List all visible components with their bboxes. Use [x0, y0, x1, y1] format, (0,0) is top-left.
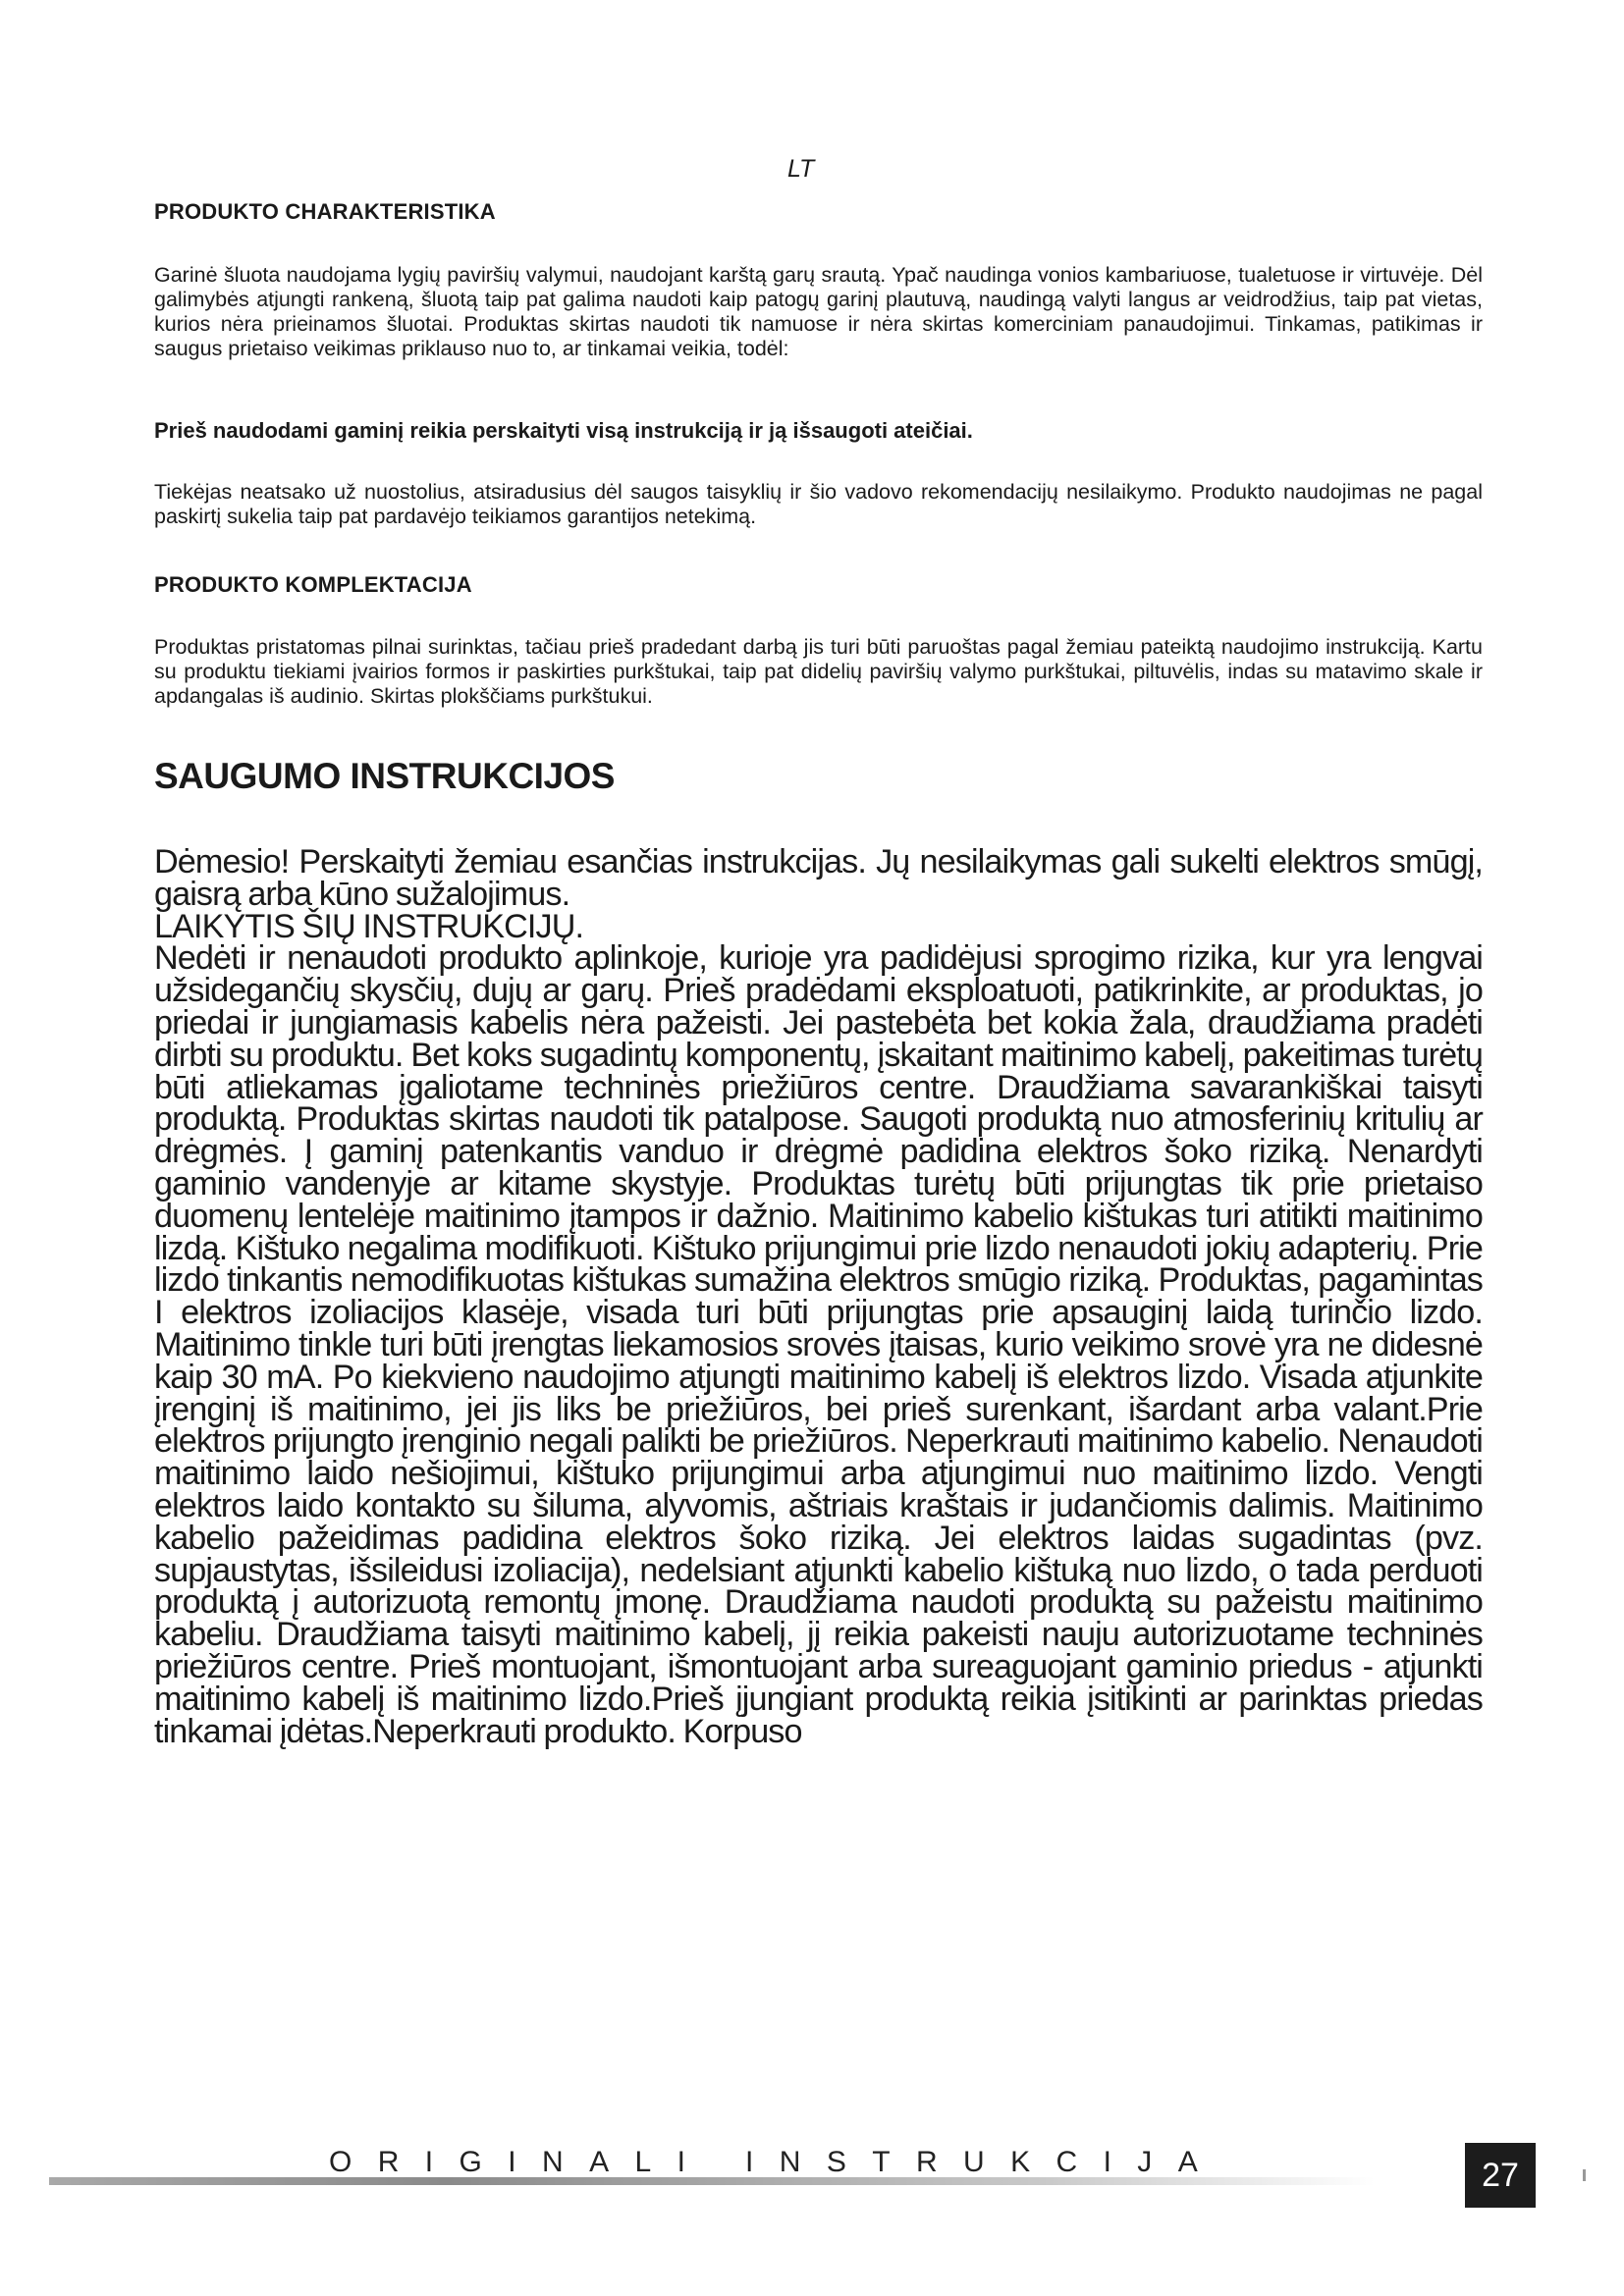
- paragraph-product-contents: Produktas pristatomas pilnai surinktas, tačiau prieš pradedant darbą jis turi būti paruoštas pagal žemiau pateiktą naudojimo instrukciją. Kartu su produktu tiekiami įvairios formos ir paskirties purkštukai, taip pat didelių paviršių valymo purkštukai, piltuvėlis, indas su matavimo skale ir apdangalas iš audinio. Skirtas plokščiams purkštukui.: [154, 635, 1483, 708]
- safety-warning: Dėmesio! Perskaityti žemiau esančias instrukcijas. Jų nesilaikymas gali sukelti elektros smūgį, gaisrą arba kūno sužalojimus.: [154, 843, 1483, 913]
- safety-body: Nedėti ir nenaudoti produkto aplinkoje, kurioje yra padidėjusi sprogimo rizika, kur yra lengvai užsidegančių skysčių, dujų ar garų. Prieš pradėdami eksploatuoti, patikrinkite, ar produktas, jo priedai ir jungiamasis kabelis nėra pažeisti. Jei pastebėta bet kokia žala, draudžiama pradėti dirbti su produktu. Bet koks sugadintų komponentų, įskaitant maitinimo kabelį, pakeitimas turėtų būti atliekamas įgaliotame techninės priežiūros centre. Draudžiama savarankiškai taisyti produktą. Produktas skirtas naudoti tik patalpose. Saugoti produktą nuo atmosferinių kritulių ar drėgmės. Į gaminį patenkantis vanduo ir drėgmė padidina elektros šoko riziką. Nenardyti gaminio vandenyje ar kitame skystyje. Produktas turėtų būti prijungtas tik prie prietaiso duomenų lentelėje maitinimo įtampos ir dažnio. Maitinimo kabelio kištukas turi atitikti maitinimo lizdą. Kištuko negalima modifikuoti. Kištuko prijungimui prie lizdo nenaudoti jokių adapterių. Prie lizdo tinkantis nemodifikuotas kištukas sumažina elektros smūgio riziką. Produktas, pagamintas I elektros izoliacijos klasėje, visada turi būti prijungtas prie apsauginį laidą turinčio lizdo. Maitinimo tinkle turi būti įrengtas liekamosios srovės įtaisas, kurio veikimo srovė yra ne didesnė kaip 30 mA. Po kiekvieno naudojimo atjungti maitinimo kabelį iš elektros lizdo. Visada atjunkite įrenginį iš maitinimo, jei jis liks be priežiūros, bei prieš surenkant, išardant arba valant.Prie elektros prijungto įrenginio negali palikti be priežiūros. Neperkrauti maitinimo kabelio. Nenaudoti maitinimo laido nešiojimui, kištuko prijungimui arba atjungimui nuo maitinimo lizdo. Vengti elektros laido kontakto su šiluma, alyvomis, aštriais kraštais ir judančiomis dalimis. Maitinimo kabelio pažeidimas padidina elektros šoko riziką. Jei elektros laidas sugadintas (pvz. supjaustytas, išsileidusi izoliacija), nedelsiant atjunkti kabelio kištuką nuo lizdo, o tada perduoti produktą į autorizuotą remontų įmonę. Draudžiama naudoti produktą su pažeistu maitinimo kabeliu. Draudžiama taisyti maitinimo kabelį, jį reikia pakeisti nauju autorizuotame techninės priežiūros centre. Prieš montuojant, išmontuojant arba sureaguojant gaminio priedus - atjunkti maitinimo kabelį iš maitinimo lizdo.Prieš įjungiant produktą reikia įsitikinti ar parinktas priedas tinkamai įdėtas.Neperkrauti produkto. Korpuso: [154, 939, 1483, 1750]
- heading-product-characteristics: PRODUKTO CHARAKTERISTIKA: [154, 199, 496, 224]
- page-edge-mark: [1583, 2169, 1586, 2181]
- page-number: 27: [1465, 2143, 1536, 2208]
- language-code: LT: [787, 155, 815, 183]
- paragraph-product-description: Garinė šluota naudojama lygių paviršių valymui, naudojant karštą garų srautą. Ypač naudinga vonios kambariuose, tualetuose ir virtuvėje. Dėl galimybės atjungti rankeną, šluotą taip pat galima naudoti kaip patogų garinį plautuvą, naudingą valyti langus ar veidrodžius, taip pat vietas, kurios nėra prieinamos šluotai. Produktas skirtas naudoti tik namuose ir nėra skirtas komerciniam panaudojimui. Tinkamas, patikimas ir saugus prietaiso veikimas priklauso nuo to, ar tinkamai veikia, todėl:: [154, 263, 1483, 360]
- safety-text-block: [154, 843, 1483, 1750]
- notice-read-instructions: Prieš naudodami gaminį reikia perskaityti visą instrukciją ir ją išsaugoti ateičiai.: [154, 418, 973, 443]
- heading-product-contents: PRODUKTO KOMPLEKTACIJA: [154, 572, 472, 597]
- paragraph-disclaimer: Tiekėjas neatsako už nuostolius, atsiradusius dėl saugos taisyklių ir šio vadovo rekomendacijų nesilaikymo. Produkto naudojimas ne pagal paskirtį sukelia taip pat pardavėjo teikiamos garantijos netekimą.: [154, 480, 1483, 528]
- footer-label: ORIGINALI INSTRUKCIJA: [329, 2146, 1224, 2178]
- heading-safety-instructions: SAUGUMO INSTRUKCIJOS: [154, 756, 615, 796]
- safety-keep-instructions: LAIKYTIS ŠIŲ INSTRUKCIJŲ.: [154, 907, 584, 945]
